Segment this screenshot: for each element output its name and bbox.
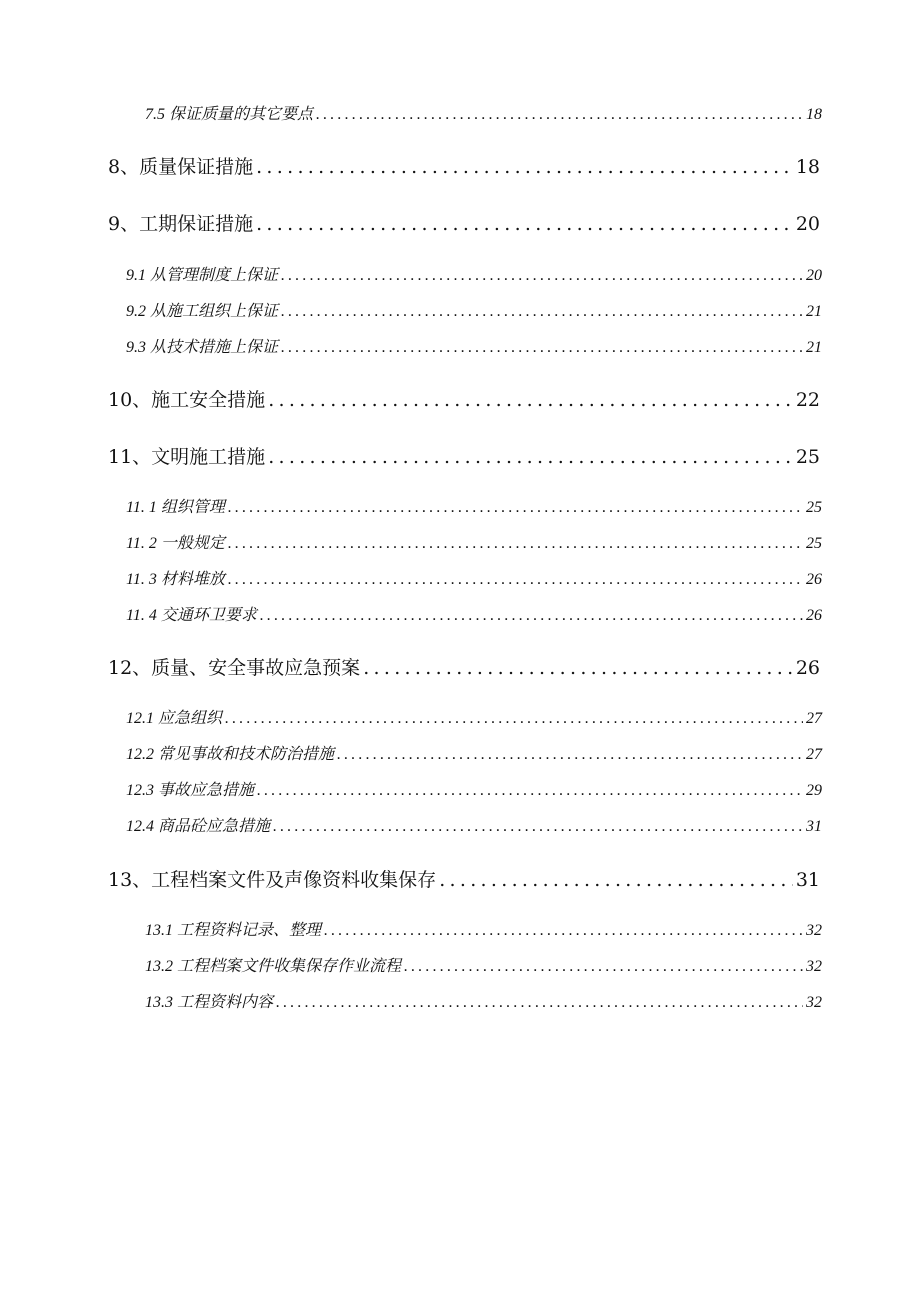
toc-page-number: 26 <box>806 607 822 624</box>
toc-dot-leader <box>228 497 803 519</box>
toc-page-number: 20 <box>806 267 822 284</box>
toc-entry <box>108 154 820 180</box>
toc-dot-leader <box>228 533 803 555</box>
toc-dot-leader <box>260 605 803 627</box>
toc-page-number: 32 <box>806 994 822 1011</box>
toc-dot-leader <box>324 920 803 942</box>
toc-dot-leader <box>281 301 803 323</box>
toc-page-number: 32 <box>806 958 822 975</box>
toc-page-number: 27 <box>806 710 822 727</box>
toc-entry <box>126 816 822 838</box>
toc-dot-leader <box>276 992 803 1014</box>
toc-entry <box>126 605 822 627</box>
toc-dot-leader <box>273 816 803 838</box>
toc-entry-label: 7.5 保证质量的其它要点 <box>145 106 314 123</box>
toc-entry <box>108 655 820 681</box>
toc-page-number: 21 <box>806 303 822 320</box>
toc-page-number: 18 <box>806 106 822 123</box>
toc-entry-label: 9.3 从技术措施上保证 <box>126 339 279 356</box>
toc-entry <box>126 497 822 519</box>
toc-entry-label: 12.4 商品砼应急措施 <box>126 818 271 835</box>
toc-entry-label: 11. 1 组织管理 <box>126 499 225 516</box>
toc-dot-leader <box>256 211 793 237</box>
toc-entry-label: 12.3 事故应急措施 <box>126 782 255 799</box>
toc-dot-leader <box>268 387 793 413</box>
toc-entry <box>126 780 822 802</box>
toc-entry <box>108 387 820 413</box>
toc-dot-leader <box>337 744 803 766</box>
toc-page-number: 20 <box>795 213 820 235</box>
toc-entry-label: 11、文明施工措施 <box>108 446 266 468</box>
toc-entry <box>145 992 822 1014</box>
toc-entry-label: 9、工期保证措施 <box>108 213 254 235</box>
toc-page-number: 25 <box>795 446 820 468</box>
toc-entry-label: 9.2 从施工组织上保证 <box>126 303 279 320</box>
toc-dot-leader <box>225 708 803 730</box>
toc-entry <box>126 337 822 359</box>
toc-page-number: 32 <box>806 922 822 939</box>
toc-entry-label: 8、质量保证措施 <box>108 156 254 178</box>
toc-page-number: 31 <box>795 869 820 891</box>
toc-dot-leader <box>316 104 803 126</box>
toc-entry <box>145 920 822 942</box>
toc-entry <box>108 867 820 893</box>
toc-entry <box>126 265 822 287</box>
toc-page-number: 21 <box>806 339 822 356</box>
toc-entry <box>108 211 820 237</box>
toc-dot-leader <box>228 569 803 591</box>
toc-entry-label: 10、施工安全措施 <box>108 389 266 411</box>
toc-entry-label: 13.1 工程资料记录、整理 <box>145 922 322 939</box>
toc-dot-leader <box>268 444 793 470</box>
toc-entry <box>126 744 822 766</box>
toc-entry <box>126 569 822 591</box>
toc-page-number: 22 <box>795 389 820 411</box>
toc-dot-leader <box>257 780 803 802</box>
toc-page-number: 27 <box>806 746 822 763</box>
toc-page-number: 18 <box>795 156 820 178</box>
toc-page-number: 29 <box>806 782 822 799</box>
toc-dot-leader <box>281 337 803 359</box>
toc-dot-leader <box>404 956 803 978</box>
toc-dot-leader <box>281 265 803 287</box>
toc-dot-leader <box>439 867 793 893</box>
toc-page-number: 26 <box>806 571 822 588</box>
toc-entry-label: 11. 2 一般规定 <box>126 535 225 552</box>
toc-entry <box>145 104 822 126</box>
toc-dot-leader <box>363 655 793 681</box>
toc-page-number: 25 <box>806 499 822 516</box>
toc-page-number: 31 <box>806 818 822 835</box>
toc-entry-label: 12.1 应急组织 <box>126 710 223 727</box>
toc-entry <box>126 301 822 323</box>
toc-dot-leader <box>256 154 793 180</box>
toc-entry <box>108 444 820 470</box>
toc-entry-label: 9.1 从管理制度上保证 <box>126 267 279 284</box>
toc-entry-label: 11. 3 材料堆放 <box>126 571 225 588</box>
toc-entry-label: 13.2 工程档案文件收集保存作业流程 <box>145 958 402 975</box>
toc-entry <box>126 533 822 555</box>
toc-entry-label: 13.3 工程资料内容 <box>145 994 274 1011</box>
toc-entry <box>126 708 822 730</box>
toc-page-number: 26 <box>795 657 820 679</box>
toc-entry-label: 11. 4 交通环卫要求 <box>126 607 257 624</box>
toc-page-number: 25 <box>806 535 822 552</box>
toc-entry-label: 12、质量、安全事故应急预案 <box>108 657 361 679</box>
toc-entry <box>145 956 822 978</box>
toc-entry-label: 12.2 常见事故和技术防治措施 <box>126 746 335 763</box>
toc-entry-label: 13、工程档案文件及声像资料收集保存 <box>108 869 437 891</box>
